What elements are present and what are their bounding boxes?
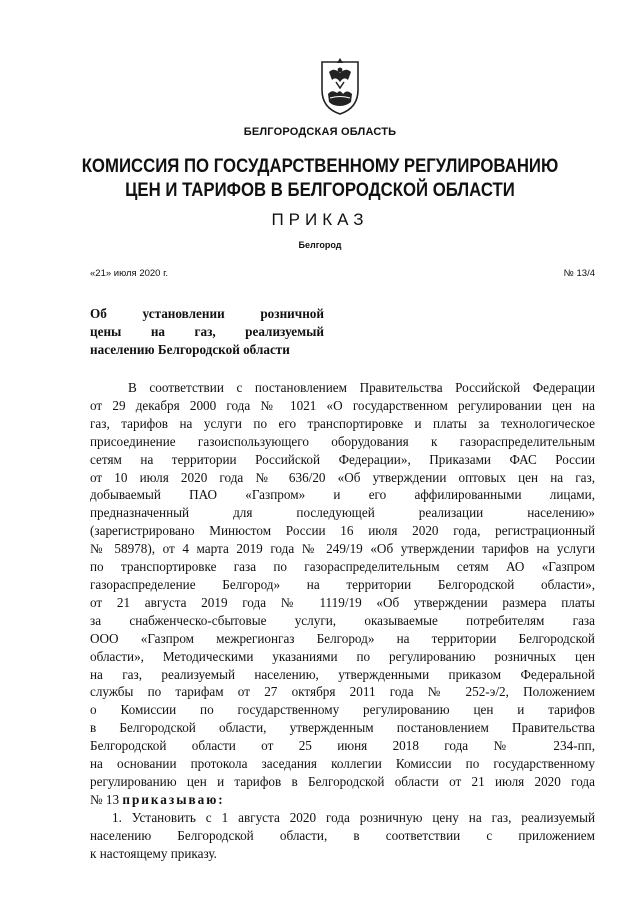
body-line: газораспределение Белгород» на территории Белгородской области», [90,576,595,592]
city-name: Белгород [298,240,342,250]
body-line: о Комиссии по государственному регулированию цен и тарифов [90,702,595,718]
document-subject [90,305,324,359]
document-body [90,379,595,862]
body-line: № 58978), от 4 марта 2019 года № 249/19 «Об утверждении тарифов на услуги [90,541,595,557]
order-word: приказываю: [122,791,225,807]
body-line: области», Методическими указаниями по регулированию розничных цен [90,648,595,664]
region-title: БЕЛГОРОДСКАЯ ОБЛАСТЬ [243,126,397,138]
body-line: на основании протокола заседания коллегии Комиссии по государственному [90,756,595,772]
body-line: от 21 августа 2019 года № 1119/19 «Об утверждении размера платы [90,594,595,610]
body-line: по транспортировке газа по газораспределительным сетям АО «Газпром [90,559,595,575]
body-line: от 10 июля 2020 года № 636/20 «Об утверждении оптовых цен на газ, [90,469,595,485]
item-line: населению Белгородской области, в соответствии с приложением [90,827,595,843]
commission-title [45,154,595,202]
body-line: от 29 декабря 2000 года № 1021 «О государственном регулировании цен на [90,397,595,413]
document-type: ПРИКАЗ [271,210,369,229]
subject-line: населению Белгородской области [90,342,290,357]
body-line: сетям на территории Российской Федерации», Приказами ФАС России [90,451,595,467]
body-line: на газ, реализуемый населению, утвержденными приказом Федеральной [90,666,595,682]
body-line: регулированию цен и тарифов в Белгородской области от 21 июля 2020 года [90,773,595,789]
body-line: службы по тарифам от 27 октября 2011 года № 252-э/2, Положением [90,684,595,700]
order-line [90,791,595,809]
body-line: (зарегистрировано Минюстом России 16 июля 2020 года, регистрационный [90,523,595,539]
subject-line: цены на газ, реализуемый [90,324,324,339]
body-line: в Белгородской области, утвержденным постановлением Правительства [90,720,595,736]
coat-of-arms-icon [316,58,364,116]
body-line: за снабженческо-сбытовые услуги, оказываемые потребителям газа [90,612,595,628]
commission-title-line1: КОМИССИЯ ПО ГОСУДАРСТВЕННОМУ РЕГУЛИРОВАНИЮ [81,155,559,177]
body-line: газ, тарифов на услуги по его транспортировке и платы за технологическое [90,415,595,431]
body-line: добываемый ПАО «Газпром» и его аффилированными лицами, [90,487,595,503]
document-date: «21» июля 2020 г. [90,268,169,279]
document-number: № 13/4 [563,268,595,279]
subject-line: Об установлении розничной [90,306,324,321]
commission-title-line2: ЦЕН И ТАРИФОВ В БЕЛГОРОДСКОЙ ОБЛАСТИ [125,179,515,201]
body-line: В соответствии с постановлением Правительства Российской Федерации [128,380,595,395]
order-number: № 13 [90,791,120,807]
item-line: 1. Установить с 1 августа 2020 года розничную цену на газ, реализуемый [112,809,595,825]
item-line: к настоящему приказу. [90,845,217,861]
body-line: ООО «Газпром межрегионгаз Белгород» на территории Белгородской [90,630,595,646]
body-line: присоединение газоиспользующего оборудования к газораспределительным [90,433,595,449]
body-line: Белгородской области от 25 июня 2018 года № 234-пп, [90,738,595,754]
body-line: предназначенный для последующей реализации населению» [90,505,595,521]
